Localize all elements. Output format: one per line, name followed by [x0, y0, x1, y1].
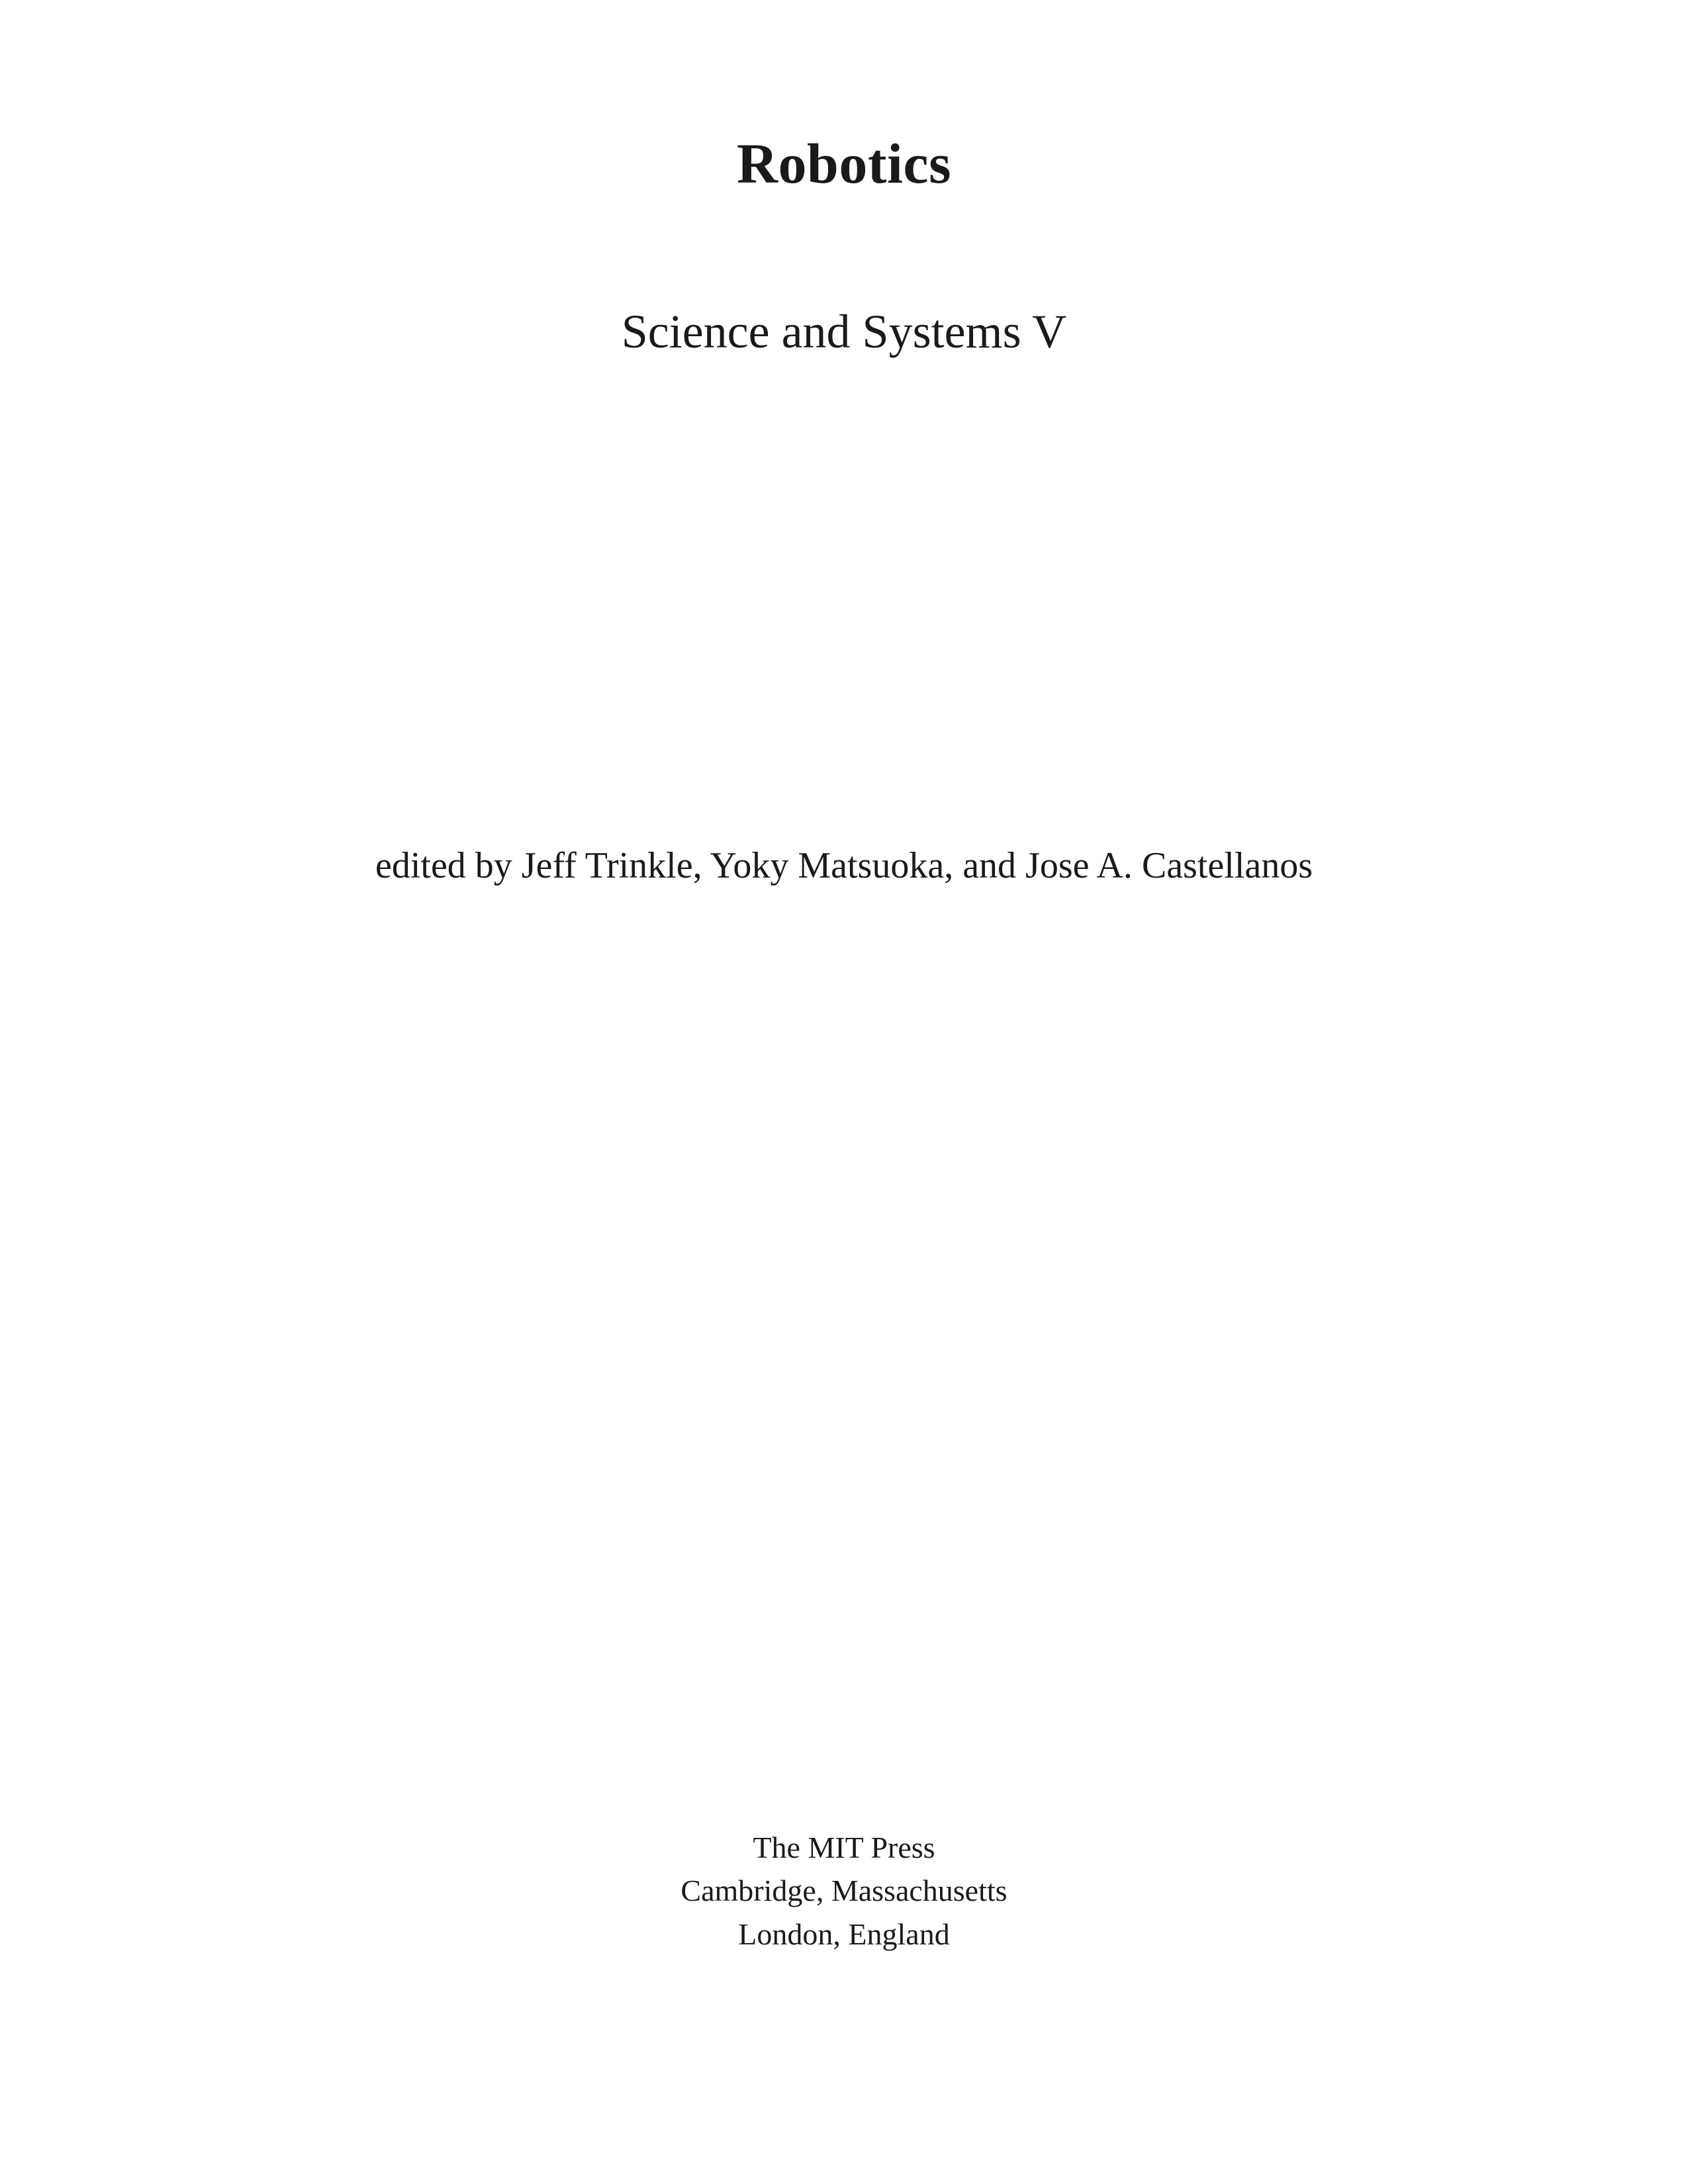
subtitle-block — [0, 304, 1688, 359]
page-subtitle: Science and Systems V — [621, 305, 1067, 358]
publisher-block — [0, 1826, 1688, 1956]
publisher-city-1: Cambridge, Massachusetts — [680, 1874, 1008, 1908]
editors-block — [0, 844, 1688, 888]
editors-line: edited by Jeff Trinkle, Yoky Matsuoka, and Jose A. Castellanos — [375, 845, 1313, 886]
publisher-name: The MIT Press — [753, 1831, 935, 1865]
title-block — [0, 132, 1688, 195]
page-title: Robotics — [736, 132, 952, 195]
publisher-city-2: London, England — [738, 1917, 950, 1951]
